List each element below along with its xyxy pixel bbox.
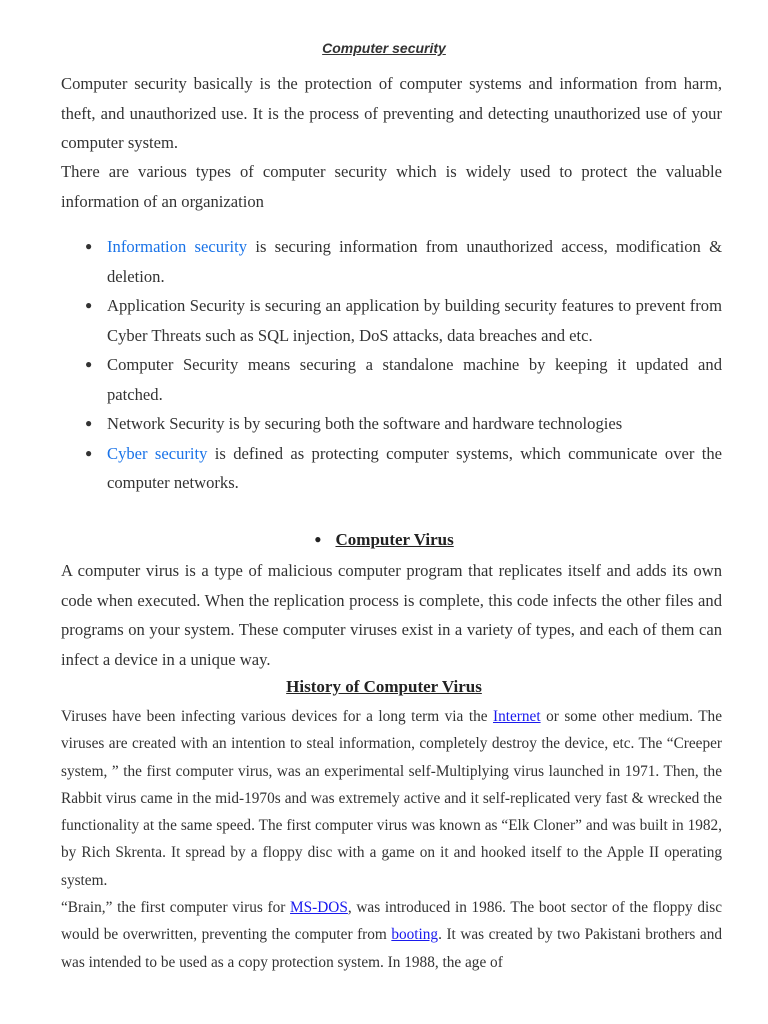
document-title: Computer security: [322, 40, 446, 56]
booting-link[interactable]: booting: [391, 926, 439, 944]
computer-virus-heading-text: Computer Virus: [335, 530, 454, 549]
history-heading: History of Computer Virus: [286, 677, 482, 696]
bullet-icon: ●: [85, 416, 93, 430]
list-item: [85, 232, 722, 291]
ms-dos-link[interactable]: MS-DOS: [290, 899, 348, 916]
list-item: [85, 291, 722, 350]
history-text: . It was created by two Pakistani brothers and was intended to be used as a copy protection system. In 1988, the age of: [61, 926, 722, 971]
cyber-security-link[interactable]: Cyber security: [107, 443, 208, 463]
intro-paragraph-1: Computer security basically is the protection of computer systems and information from harm, theft, and unauthorized use. It is the process of preventing and detecting unauthorized use of your computer system.: [61, 74, 722, 152]
bullet-icon: ●: [85, 239, 93, 253]
history-text: Viruses have been infecting various devices for a long term via the: [61, 708, 494, 725]
list-item: [85, 439, 723, 498]
bullet-icon: ●: [85, 445, 93, 460]
internet-link[interactable]: Internet: [493, 708, 541, 725]
history-paragraph-2: [61, 894, 722, 976]
list-item: [85, 350, 722, 409]
list-item-text: is defined as protecting computer systems, which communicate over the computer networks.: [107, 443, 723, 492]
history-paragraph-1: [61, 703, 722, 894]
list-item-text: Computer Security means securing a standalone machine by keeping it updated and patched.: [107, 355, 722, 404]
history-text: or some other medium. The viruses are created with an intention to steal information, completely destroy the device, etc. The “Creeper system, ” the first computer virus, was an experimental self-Multiplying virus launched in 1971. Then, the Rabbit virus came in the mid-1970s and was extremely active and it self-replicated very fast & wrecked the functionality at the same speed. The first computer virus was known as “Elk Cloner” and was built in 1982, by Rich Skrenta. It spread by a floppy disc with a game on it and hooked itself to the Apple II operating system.: [61, 708, 722, 889]
list-item: [85, 409, 722, 439]
intro-paragraph-2: There are various types of computer security which is widely used to protect the valuable information of an organization: [61, 162, 722, 211]
computer-virus-heading: [0, 530, 768, 550]
bullet-icon: ●: [85, 357, 93, 371]
bullet-icon: ●: [314, 532, 322, 546]
security-types-list: [85, 232, 723, 498]
history-text: , was introduced in 1986. The boot sector of the floppy disc would be overwritten, preventing the computer from: [61, 899, 722, 944]
information-security-link[interactable]: Information security: [107, 237, 248, 256]
list-item-text: is securing information from unauthorized access, modification & deletion.: [107, 237, 722, 286]
bullet-icon: ●: [85, 298, 93, 312]
history-text: “Brain,” the first computer virus for: [61, 899, 291, 916]
computer-virus-paragraph: A computer virus is a type of malicious computer program that replicates itself and adds its own code when executed. When the replication process is complete, this code infects the other files and programs on your system. These computer viruses exist in a variety of types, and each of them can infect a device in a unique way.: [61, 561, 722, 669]
list-item-text: Application Security is securing an application by building security features to prevent from Cyber Threats such as SQL injection, DoS attacks, data breaches and etc.: [107, 296, 722, 345]
list-item-text: Network Security is by securing both the software and hardware technologies: [107, 414, 623, 433]
